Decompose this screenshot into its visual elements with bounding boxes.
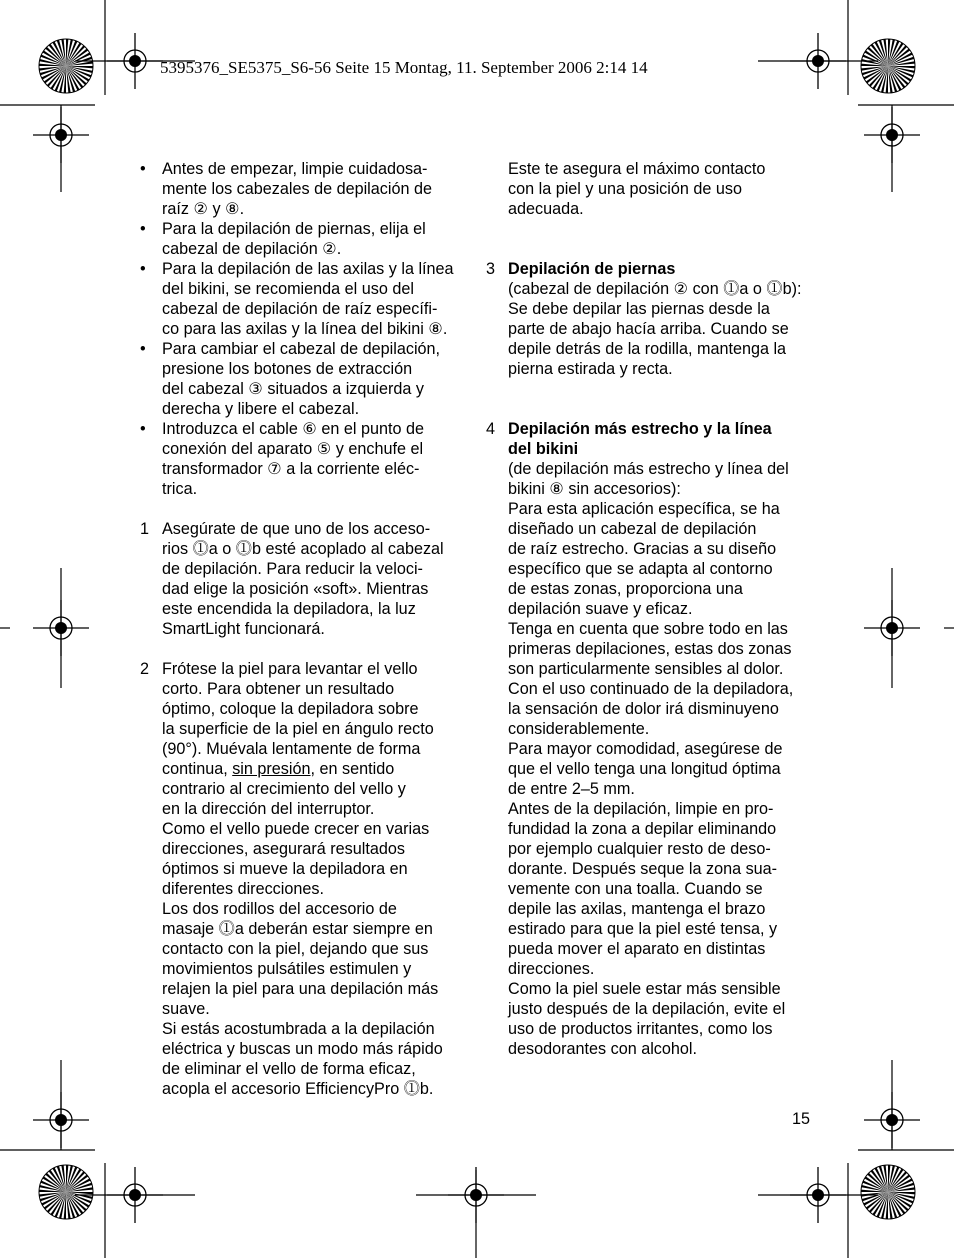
text-line: del cabezal ③ situados a izquierda y [162, 380, 424, 398]
text-line: pueda mover el aparato en distintas [508, 940, 766, 958]
text-line: de estas zonas, proporciona una [508, 580, 743, 598]
bullet-dot: • [140, 340, 146, 358]
text-line: Frótese la piel para levantar el vello [162, 660, 418, 678]
text-line: rios ⓵a o ⓵b esté acoplado al cabezal [162, 540, 444, 558]
text-line: parte de abajo hacía arriba. Cuando se [508, 320, 789, 338]
bullet-item [140, 259, 470, 339]
text-line: diferentes direcciones. [162, 880, 324, 898]
text-line: con la piel y una posición de uso [508, 180, 742, 198]
text-line: considerablemente. [508, 720, 650, 738]
text-line: Asegúrate de que uno de los acceso- [162, 520, 431, 538]
text-line: son particularmente sensibles al dolor. [508, 660, 784, 678]
text-line: Para esta aplicación específica, se ha [508, 500, 780, 518]
page-number: 15 [792, 1110, 811, 1128]
text-line: de entre 2–5 mm. [508, 780, 635, 798]
text-line: Tenga en cuenta que sobre todo en las [508, 620, 788, 638]
text-line: contacto con la piel, dejando que sus [162, 940, 429, 958]
step-1 [140, 519, 470, 639]
text-line: (90°). Muévala lentamente de forma [162, 740, 421, 758]
text-line: SmartLight funcionará. [162, 620, 325, 638]
bullet-dot: • [140, 260, 146, 278]
text-line: del bikini [508, 440, 579, 458]
text-line: por ejemplo cualquier resto de deso- [508, 840, 771, 858]
text-line: (de depilación más estrecho y línea del [508, 460, 789, 478]
bullet-item [140, 159, 470, 219]
text-line: transformador ⑦ a la corriente eléc- [162, 460, 420, 478]
text-line: depile detrás de la rodilla, mantenga la [508, 340, 787, 358]
text-line: óptimos si mueve la depiladora en [162, 860, 408, 878]
text-line: vemente con una toalla. Cuando se [508, 880, 763, 898]
text-line: Introduzca el cable ⑥ en el punto de [162, 420, 424, 438]
text-line: Los dos rodillos del accesorio de [162, 900, 397, 918]
text-line: de raíz estrecho. Gracias a su diseño [508, 540, 777, 558]
text-line: que el vello tenga una longitud óptima [508, 760, 781, 778]
starburst-mark [39, 1165, 93, 1219]
text-line: cabezal de depilación ②. [162, 240, 342, 258]
text-line: suave. [162, 1000, 210, 1018]
text-line: la sensación de dolor irá disminuyeno [508, 700, 779, 718]
step-number: 4 [486, 420, 496, 438]
bullet-item [140, 419, 470, 499]
text-line: trica. [162, 480, 198, 498]
text-line: dorante. Después seque la zona sua- [508, 860, 778, 878]
text-line: raíz ② y ⑧. [162, 200, 245, 218]
text-line: bikini ⑧ sin accesorios): [508, 480, 681, 498]
text-line: adecuada. [508, 200, 584, 218]
text-line: en la dirección del interruptor. [162, 800, 375, 818]
text-line: direcciones. [508, 960, 595, 978]
text-line: depilación suave y eficaz. [508, 600, 693, 618]
starburst-mark [861, 1165, 915, 1219]
step-number: 1 [140, 520, 150, 538]
bullet-dot: • [140, 420, 146, 438]
intro-paragraph [486, 159, 816, 219]
text-line: Para mayor comodidad, asegúrese de [508, 740, 783, 758]
text-line: estirado para que la piel esté tensa, y [508, 920, 778, 938]
text-line: co para las axilas y la línea del bikini ⑧. [162, 320, 448, 338]
text-line: de eliminar el vello de forma eficaz, [162, 1060, 416, 1078]
underlined-text: sin presión [232, 760, 311, 778]
text-line: este encendida la depiladora, la luz [162, 600, 416, 618]
starburst-mark [39, 39, 93, 93]
left-column [140, 159, 470, 1099]
text-line: desodorantes con alcohol. [508, 1040, 697, 1058]
starburst-mark [861, 39, 915, 93]
step-4 [486, 419, 816, 1059]
text-line: movimientos pulsátiles estimulen y [162, 960, 412, 978]
text-line: uso de productos irritantes, como los [508, 1020, 773, 1038]
bullet-list [140, 159, 470, 499]
text-line: Con el uso continuado de la depiladora, [508, 680, 794, 698]
text-line: dad elige la posición «soft». Mientras [162, 580, 429, 598]
text-line: Este te asegura el máximo contacto [508, 160, 766, 178]
text-line: la superficie de la piel en ángulo recto [162, 720, 434, 738]
text-line: pierna estirada y recta. [508, 360, 673, 378]
bullet-item [140, 219, 470, 259]
text-line: Antes de empezar, limpie cuidadosa- [162, 160, 428, 178]
bullet-dot: • [140, 220, 146, 238]
text-line: Para la depilación de las axilas y la línea [162, 260, 454, 278]
text-line: Como el vello puede crecer en varias [162, 820, 430, 838]
text-line: cabezal de depilación de raíz específi- [162, 300, 438, 318]
text-line: Como la piel suele estar más sensible [508, 980, 781, 998]
text-line: Se debe depilar las piernas desde la [508, 300, 770, 318]
step-2 [140, 659, 470, 1099]
step-3 [486, 259, 816, 379]
step-heading [508, 419, 816, 459]
printer-slug: 5395376_SE5375_S6-56 Seite 15 Montag, 11. September 2006 2:14 14 [160, 58, 648, 77]
text-line: continua, sin presión, en sentido [162, 760, 395, 778]
bullet-item [140, 339, 470, 419]
step-number: 2 [140, 660, 150, 678]
right-column [486, 159, 816, 1059]
text-line: conexión del aparato ⑤ y enchufe el [162, 440, 424, 458]
text-line: óptimo, coloque la depiladora sobre [162, 700, 419, 718]
text-line: del bikini, se recomienda el uso del [162, 280, 414, 298]
text-line: Si estás acostumbrada a la depilación [162, 1020, 435, 1038]
text-line: justo después de la depilación, evite el [508, 1000, 786, 1018]
text-line: direcciones, asegurará resultados [162, 840, 405, 858]
text-line: Antes de la depilación, limpie en pro- [508, 800, 774, 818]
text-line: específico que se adapta al contorno [508, 560, 773, 578]
text-line: de depilación. Para reducir la veloci- [162, 560, 423, 578]
text-line: fundidad la zona a depilar eliminando [508, 820, 777, 838]
text-line: corto. Para obtener un resultado [162, 680, 395, 698]
text-line: contrario al crecimiento del vello y [162, 780, 406, 798]
text-line: depile las axilas, mantenga el brazo [508, 900, 766, 918]
text-line: Depilación más estrecho y la línea [508, 420, 772, 438]
step-heading: Depilación de piernas [508, 260, 676, 278]
text-line: (cabezal de depilación ② con ⓵a o ⓵b): [508, 280, 802, 298]
text-line: relajen la piel para una depilación más [162, 980, 439, 998]
bullet-dot: • [140, 160, 146, 178]
text-line: mente los cabezales de depilación de [162, 180, 432, 198]
text-line: Para la depilación de piernas, elija el [162, 220, 426, 238]
text-line: masaje ⓵a deberán estar siempre en [162, 920, 433, 938]
text-line: Para cambiar el cabezal de depilación, [162, 340, 441, 358]
step-number: 3 [486, 260, 496, 278]
text-line: primeras depilaciones, estas dos zonas [508, 640, 792, 658]
text-line: presione los botones de extracción [162, 360, 413, 378]
text-line: diseñado un cabezal de depilación [508, 520, 757, 538]
text-line: eléctrica y buscas un modo más rápido [162, 1040, 443, 1058]
text-line: derecha y libere el cabezal. [162, 400, 360, 418]
text-line: acopla el accesorio EfficiencyPro ⓵b. [162, 1080, 434, 1098]
